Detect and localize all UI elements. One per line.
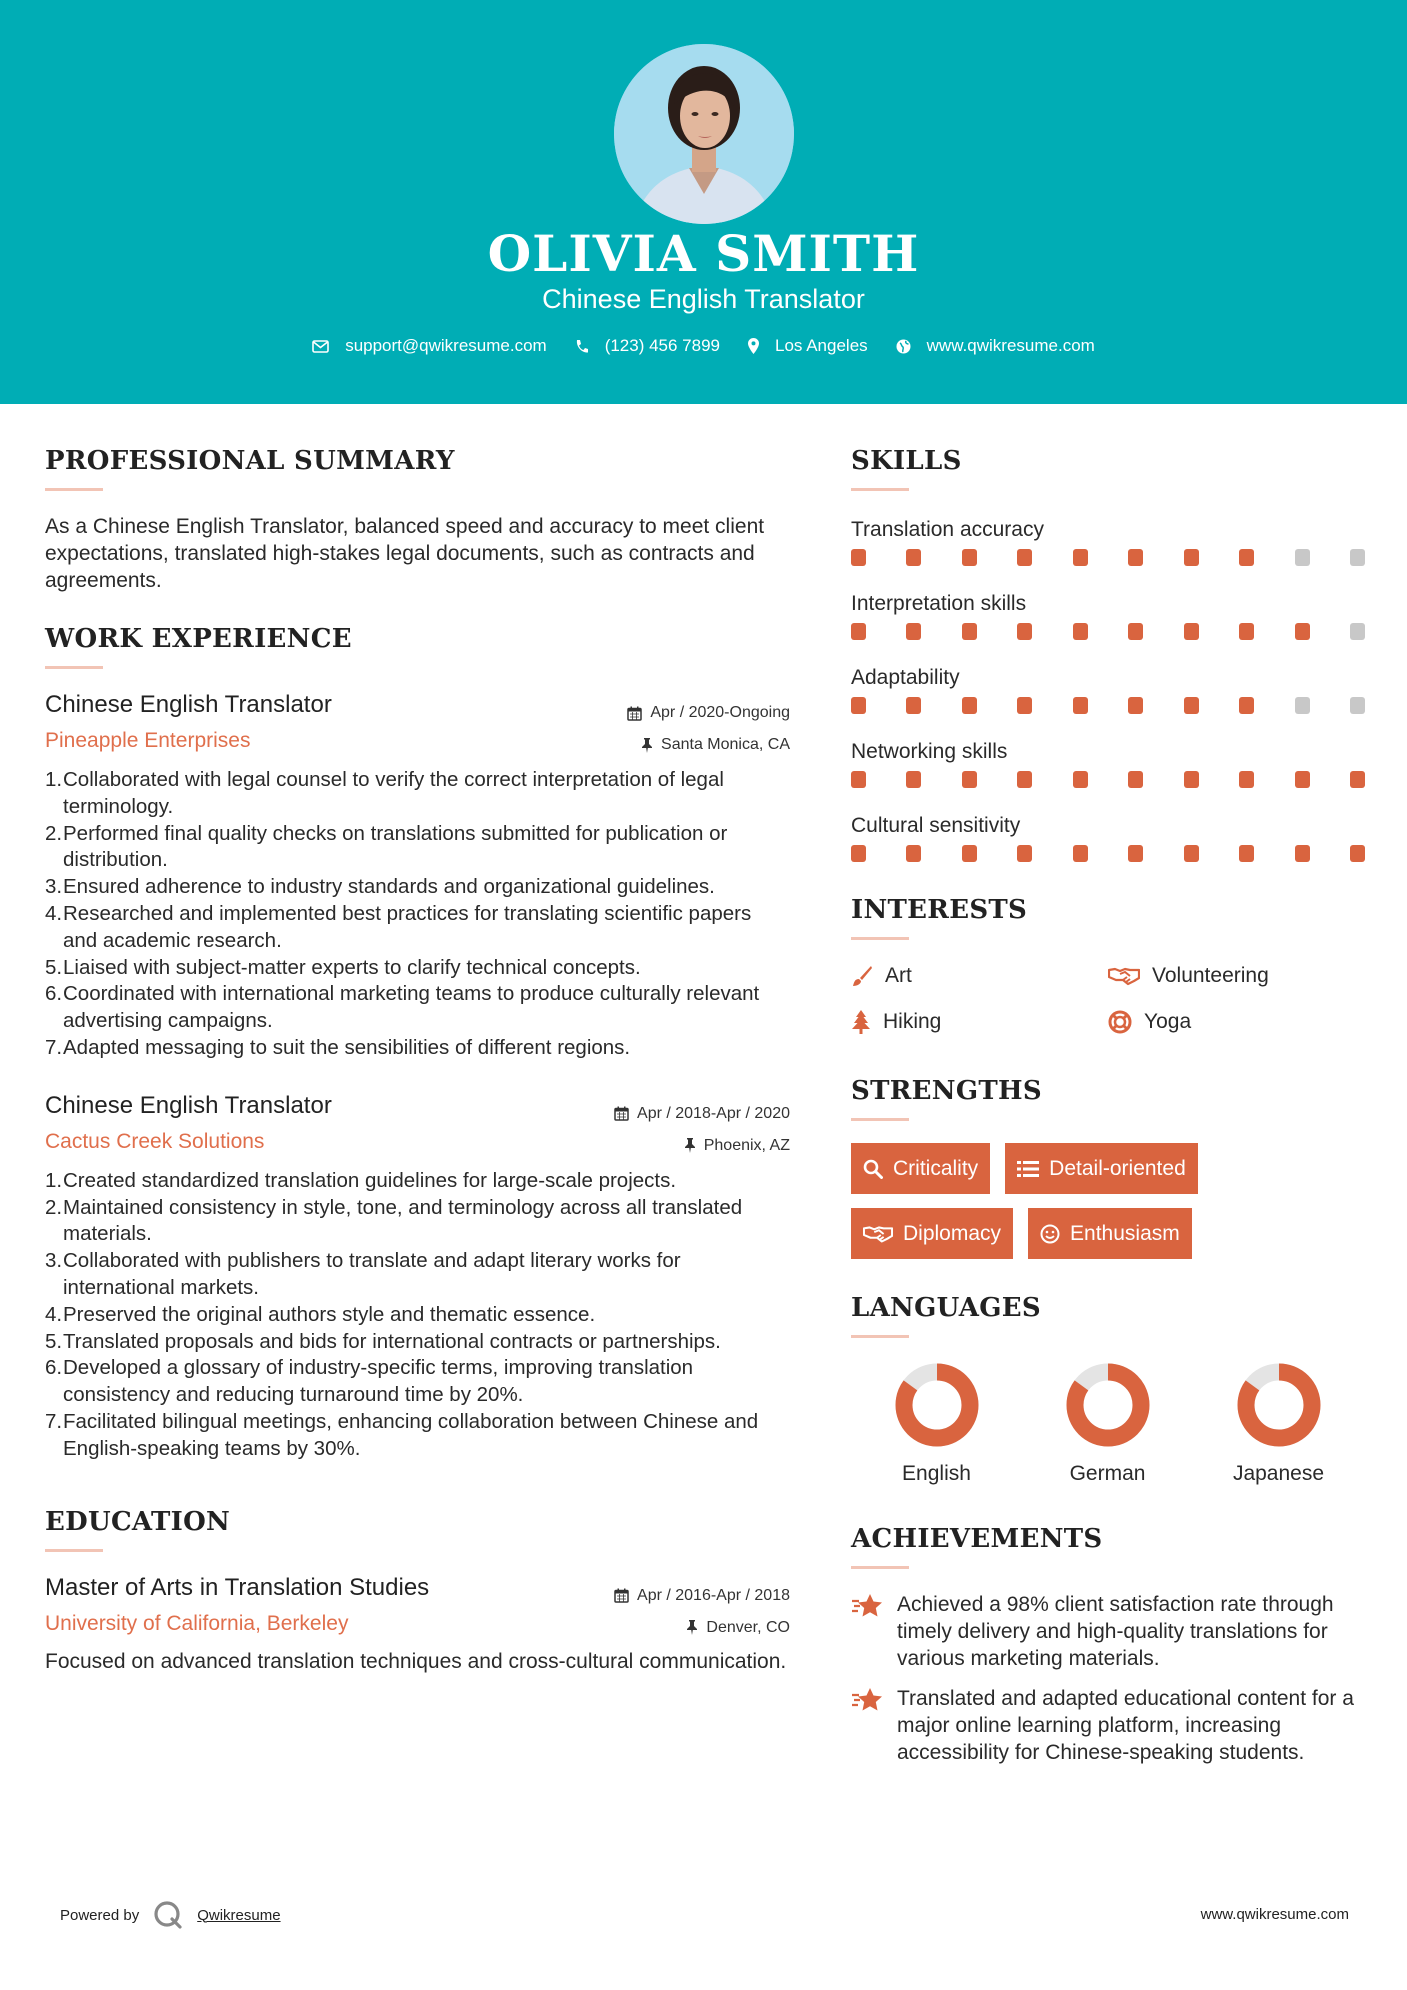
list-item: 4. Preserved the original authors style and thematic essence. [45, 1302, 596, 1326]
brand-link[interactable]: Qwikresume [197, 1906, 281, 1924]
rating-dot-filled [1295, 623, 1310, 640]
skill-name: Translation accuracy [851, 518, 1044, 541]
rating-dot-filled [1017, 623, 1032, 640]
rating-dot-filled [1128, 845, 1143, 862]
language-donut [892, 1360, 982, 1450]
language-item [1193, 1360, 1364, 1486]
rating-dot-filled [1350, 771, 1365, 788]
languages-heading: LANGUAGES [851, 1293, 1041, 1323]
list-item: 6. Developed a glossary of industry-specific terms, improving translation consistency and reducing turnaround time by 20%. [45, 1356, 694, 1407]
job-dates: Apr / 2020-Ongoing [650, 704, 790, 721]
list-item: 2. Maintained consistency in style, tone, and terminology across all translated materials. [45, 1195, 743, 1246]
qwikresume-logo-icon [153, 1900, 183, 1930]
strengths-list [851, 1143, 1366, 1259]
education-dates: Apr / 2016-Apr / 2018 [637, 1586, 790, 1604]
language-donut [1063, 1360, 1153, 1450]
job-company: Cactus Creek Solutions [45, 1129, 265, 1153]
rating-dot-filled [1128, 771, 1143, 788]
achievement-item: Achieved a 98% client satisfaction rate through timely delivery and high-quality translations for various marketing materials. [851, 1591, 1366, 1672]
left-column [45, 446, 790, 1675]
section-divider [851, 488, 909, 491]
contact-phone[interactable] [575, 336, 720, 356]
rating-dot-filled [1239, 549, 1254, 566]
interest-item: Hiking [851, 1008, 1108, 1036]
languages-list [851, 1360, 1366, 1486]
job-entry [45, 691, 790, 1062]
list-item: 3. Collaborated with publishers to translate and adapt literary works for international markets. [45, 1249, 681, 1299]
summary-heading: PROFESSIONAL SUMMARY [45, 446, 455, 476]
achievements-heading: ACHIEVEMENTS [851, 1524, 1103, 1554]
pushpin-icon [686, 1620, 698, 1635]
skill-rating [851, 843, 1365, 883]
rating-dot-filled [906, 845, 921, 862]
education-heading: EDUCATION [45, 1506, 231, 1537]
section-divider [851, 937, 909, 940]
rating-dot-filled [851, 549, 866, 566]
achievements-list [851, 1591, 1366, 1766]
rating-dot-filled [962, 845, 977, 862]
job-bullets [45, 767, 790, 1062]
degree-title: Master of Arts in Translation Studies [45, 1573, 430, 1601]
rating-dot-filled [1073, 771, 1088, 788]
rating-dot-filled [962, 623, 977, 640]
rating-dot-filled [962, 549, 977, 566]
skill-name: Adaptability [851, 666, 960, 689]
rating-dot-filled [1017, 771, 1032, 788]
skill-name: Networking skills [851, 740, 1008, 763]
job-location: Phoenix, AZ [703, 1136, 790, 1154]
achievement-item: Translated and adapted educational content for a major online learning platform, increasing accessibility for Chinese-speaking students. [851, 1685, 1366, 1766]
handshake-icon [863, 1224, 893, 1244]
rating-dot-filled [1295, 771, 1310, 788]
calendar-icon [614, 1588, 629, 1603]
star-icon [851, 1687, 885, 1713]
skill-item [851, 513, 1366, 587]
section-divider [851, 1118, 909, 1121]
language-name: German [1069, 1462, 1146, 1485]
rating-dot-filled [1017, 697, 1032, 714]
calendar-icon [627, 706, 642, 721]
rating-dot-filled [1184, 771, 1199, 788]
rating-dot-filled [1017, 549, 1032, 566]
language-name: English [902, 1462, 971, 1485]
rating-dot-filled [1239, 845, 1254, 862]
skill-rating [851, 621, 1365, 661]
list-icon [1017, 1160, 1039, 1178]
rating-dot-empty [1295, 549, 1310, 566]
rating-dot-filled [851, 697, 866, 714]
language-name: Japanese [1232, 1462, 1325, 1485]
phone-text: (123) 456 7899 [604, 336, 721, 355]
rating-dot-empty [1350, 623, 1365, 640]
rating-dot-filled [962, 771, 977, 788]
rating-dot-filled [1073, 549, 1088, 566]
interest-item: Volunteering [1108, 962, 1365, 990]
strength-chip: Detail-oriented [1005, 1143, 1198, 1194]
contact-website[interactable] [896, 336, 1095, 356]
website-text: www.qwikresume.com [926, 336, 1095, 355]
footer-website[interactable]: www.qwikresume.com [1200, 1906, 1349, 1923]
list-item: 7. Facilitated bilingual meetings, enhancing collaboration between Chinese and English-speaking teams by 30%. [45, 1409, 759, 1460]
section-divider [45, 488, 103, 491]
skill-rating [851, 769, 1365, 809]
rating-dot-filled [1184, 549, 1199, 566]
lifebuoy-icon [1108, 1010, 1132, 1034]
location-text: Los Angeles [775, 336, 868, 355]
job-meta [627, 697, 790, 761]
language-donut [1234, 1360, 1324, 1450]
handshake-icon [1108, 966, 1140, 986]
footer-powered-by [60, 1900, 281, 1930]
rating-dot-filled [1128, 697, 1143, 714]
search-icon [863, 1159, 883, 1179]
job-location: Santa Monica, CA [661, 736, 790, 753]
map-pin-icon [748, 338, 759, 354]
rating-dot-filled [1295, 845, 1310, 862]
section-divider [45, 1549, 103, 1552]
job-meta [614, 1098, 790, 1162]
interests-heading: INTERESTS [851, 895, 1028, 925]
rating-dot-filled [1128, 549, 1143, 566]
education-description: Focused on advanced translation techniques and cross-cultural communication. [45, 1649, 787, 1673]
pushpin-icon [684, 1138, 696, 1153]
strength-chip: Enthusiasm [1028, 1208, 1192, 1259]
pushpin-icon [641, 738, 653, 753]
job-company: Pineapple Enterprises [45, 729, 251, 752]
tree-icon [851, 1010, 871, 1034]
job-title: Chinese English Translator [45, 691, 332, 718]
rating-dot-filled [1184, 697, 1199, 714]
list-item: 1. Collaborated with legal counsel to verify the correct interpretation of legal terminology. [45, 768, 724, 818]
list-item: 5. Translated proposals and bids for international contracts or partnerships. [45, 1329, 721, 1353]
resume-header [0, 0, 1407, 404]
paintbrush-icon [851, 965, 873, 987]
skill-item [851, 809, 1366, 883]
rating-dot-filled [1350, 845, 1365, 862]
right-column [851, 446, 1366, 1779]
list-item: 3. Ensured adherence to industry standards and organizational guidelines. [45, 875, 715, 899]
rating-dot-filled [1239, 697, 1254, 714]
rating-dot-filled [1017, 845, 1032, 862]
rating-dot-filled [1128, 623, 1143, 640]
language-item [851, 1360, 1022, 1486]
skill-rating [851, 547, 1365, 587]
rating-dot-filled [1073, 697, 1088, 714]
skill-item [851, 735, 1366, 809]
smile-icon [1040, 1224, 1060, 1244]
job-title: Chinese English Translator [45, 1091, 332, 1119]
rating-dot-filled [851, 771, 866, 788]
strength-chip: Criticality [851, 1143, 990, 1194]
email-text: support@qwikresume.com [345, 336, 547, 355]
job-bullets [45, 1168, 790, 1463]
rating-dot-filled [906, 697, 921, 714]
language-item [1022, 1360, 1193, 1486]
rating-dot-filled [906, 771, 921, 788]
job-dates: Apr / 2018-Apr / 2020 [637, 1104, 790, 1122]
list-item: 5. Liaised with subject-matter experts to clarify technical concepts. [45, 955, 641, 979]
list-item: 7. Adapted messaging to suit the sensibilities of different regions. [45, 1035, 631, 1059]
experience-heading: WORK EXPERIENCE [45, 624, 352, 654]
education-entry [45, 1574, 790, 1675]
interest-item: Yoga [1108, 1008, 1365, 1036]
skill-rating [851, 695, 1365, 735]
rating-dot-filled [1184, 845, 1199, 862]
candidate-name: OLIVIA SMITH [487, 224, 920, 283]
rating-dot-filled [1073, 623, 1088, 640]
strength-chip: Diplomacy [851, 1208, 1013, 1259]
interests-list [851, 962, 1366, 1036]
calendar-icon [614, 1106, 629, 1121]
rating-dot-empty [1350, 697, 1365, 714]
powered-by-label: Powered by [60, 1906, 140, 1924]
list-item: 2. Performed final quality checks on translations submitted for publication or distribution. [45, 821, 728, 872]
education-location: Denver, CO [706, 1618, 790, 1636]
rating-dot-empty [1295, 697, 1310, 714]
rating-dot-filled [1073, 845, 1088, 862]
rating-dot-filled [1239, 771, 1254, 788]
rating-dot-filled [1239, 623, 1254, 640]
skill-item [851, 661, 1366, 735]
skill-item [851, 587, 1366, 661]
section-divider [851, 1335, 909, 1338]
strengths-heading: STRENGTHS [851, 1076, 1042, 1106]
job-entry [45, 1092, 790, 1463]
section-divider [45, 666, 103, 669]
profile-photo [614, 44, 794, 224]
skill-name: Cultural sensitivity [851, 814, 1021, 837]
education-meta [614, 1580, 790, 1644]
globe-icon [896, 339, 911, 354]
star-icon [851, 1593, 885, 1619]
section-divider [851, 1566, 909, 1569]
contact-email[interactable] [312, 336, 547, 356]
summary-text: As a Chinese English Translator, balanced speed and accuracy to meet client expectations, translated high-stakes legal documents, such as contracts and agreements. [45, 515, 765, 592]
rating-dot-filled [851, 845, 866, 862]
rating-dot-filled [1184, 623, 1199, 640]
envelope-icon [312, 340, 329, 353]
list-item: 4. Researched and implemented best practices for translating scientific papers and academic research. [45, 901, 752, 952]
rating-dot-filled [962, 697, 977, 714]
list-item: 6. Coordinated with international marketing teams to produce culturally relevant advertising campaigns. [45, 982, 760, 1033]
contact-bar [0, 336, 1407, 356]
contact-location [748, 336, 868, 356]
rating-dot-filled [851, 623, 866, 640]
school-name: University of California, Berkeley [45, 1611, 349, 1635]
skills-heading: SKILLS [851, 446, 962, 476]
rating-dot-filled [906, 549, 921, 566]
rating-dot-filled [906, 623, 921, 640]
skill-name: Interpretation skills [851, 592, 1027, 615]
rating-dot-empty [1350, 549, 1365, 566]
phone-icon [575, 339, 589, 354]
list-item: 1. Created standardized translation guidelines for large-scale projects. [45, 1168, 677, 1192]
interest-item: Art [851, 962, 1108, 990]
skills-list [851, 513, 1366, 883]
candidate-title: Chinese English Translator [542, 284, 865, 314]
